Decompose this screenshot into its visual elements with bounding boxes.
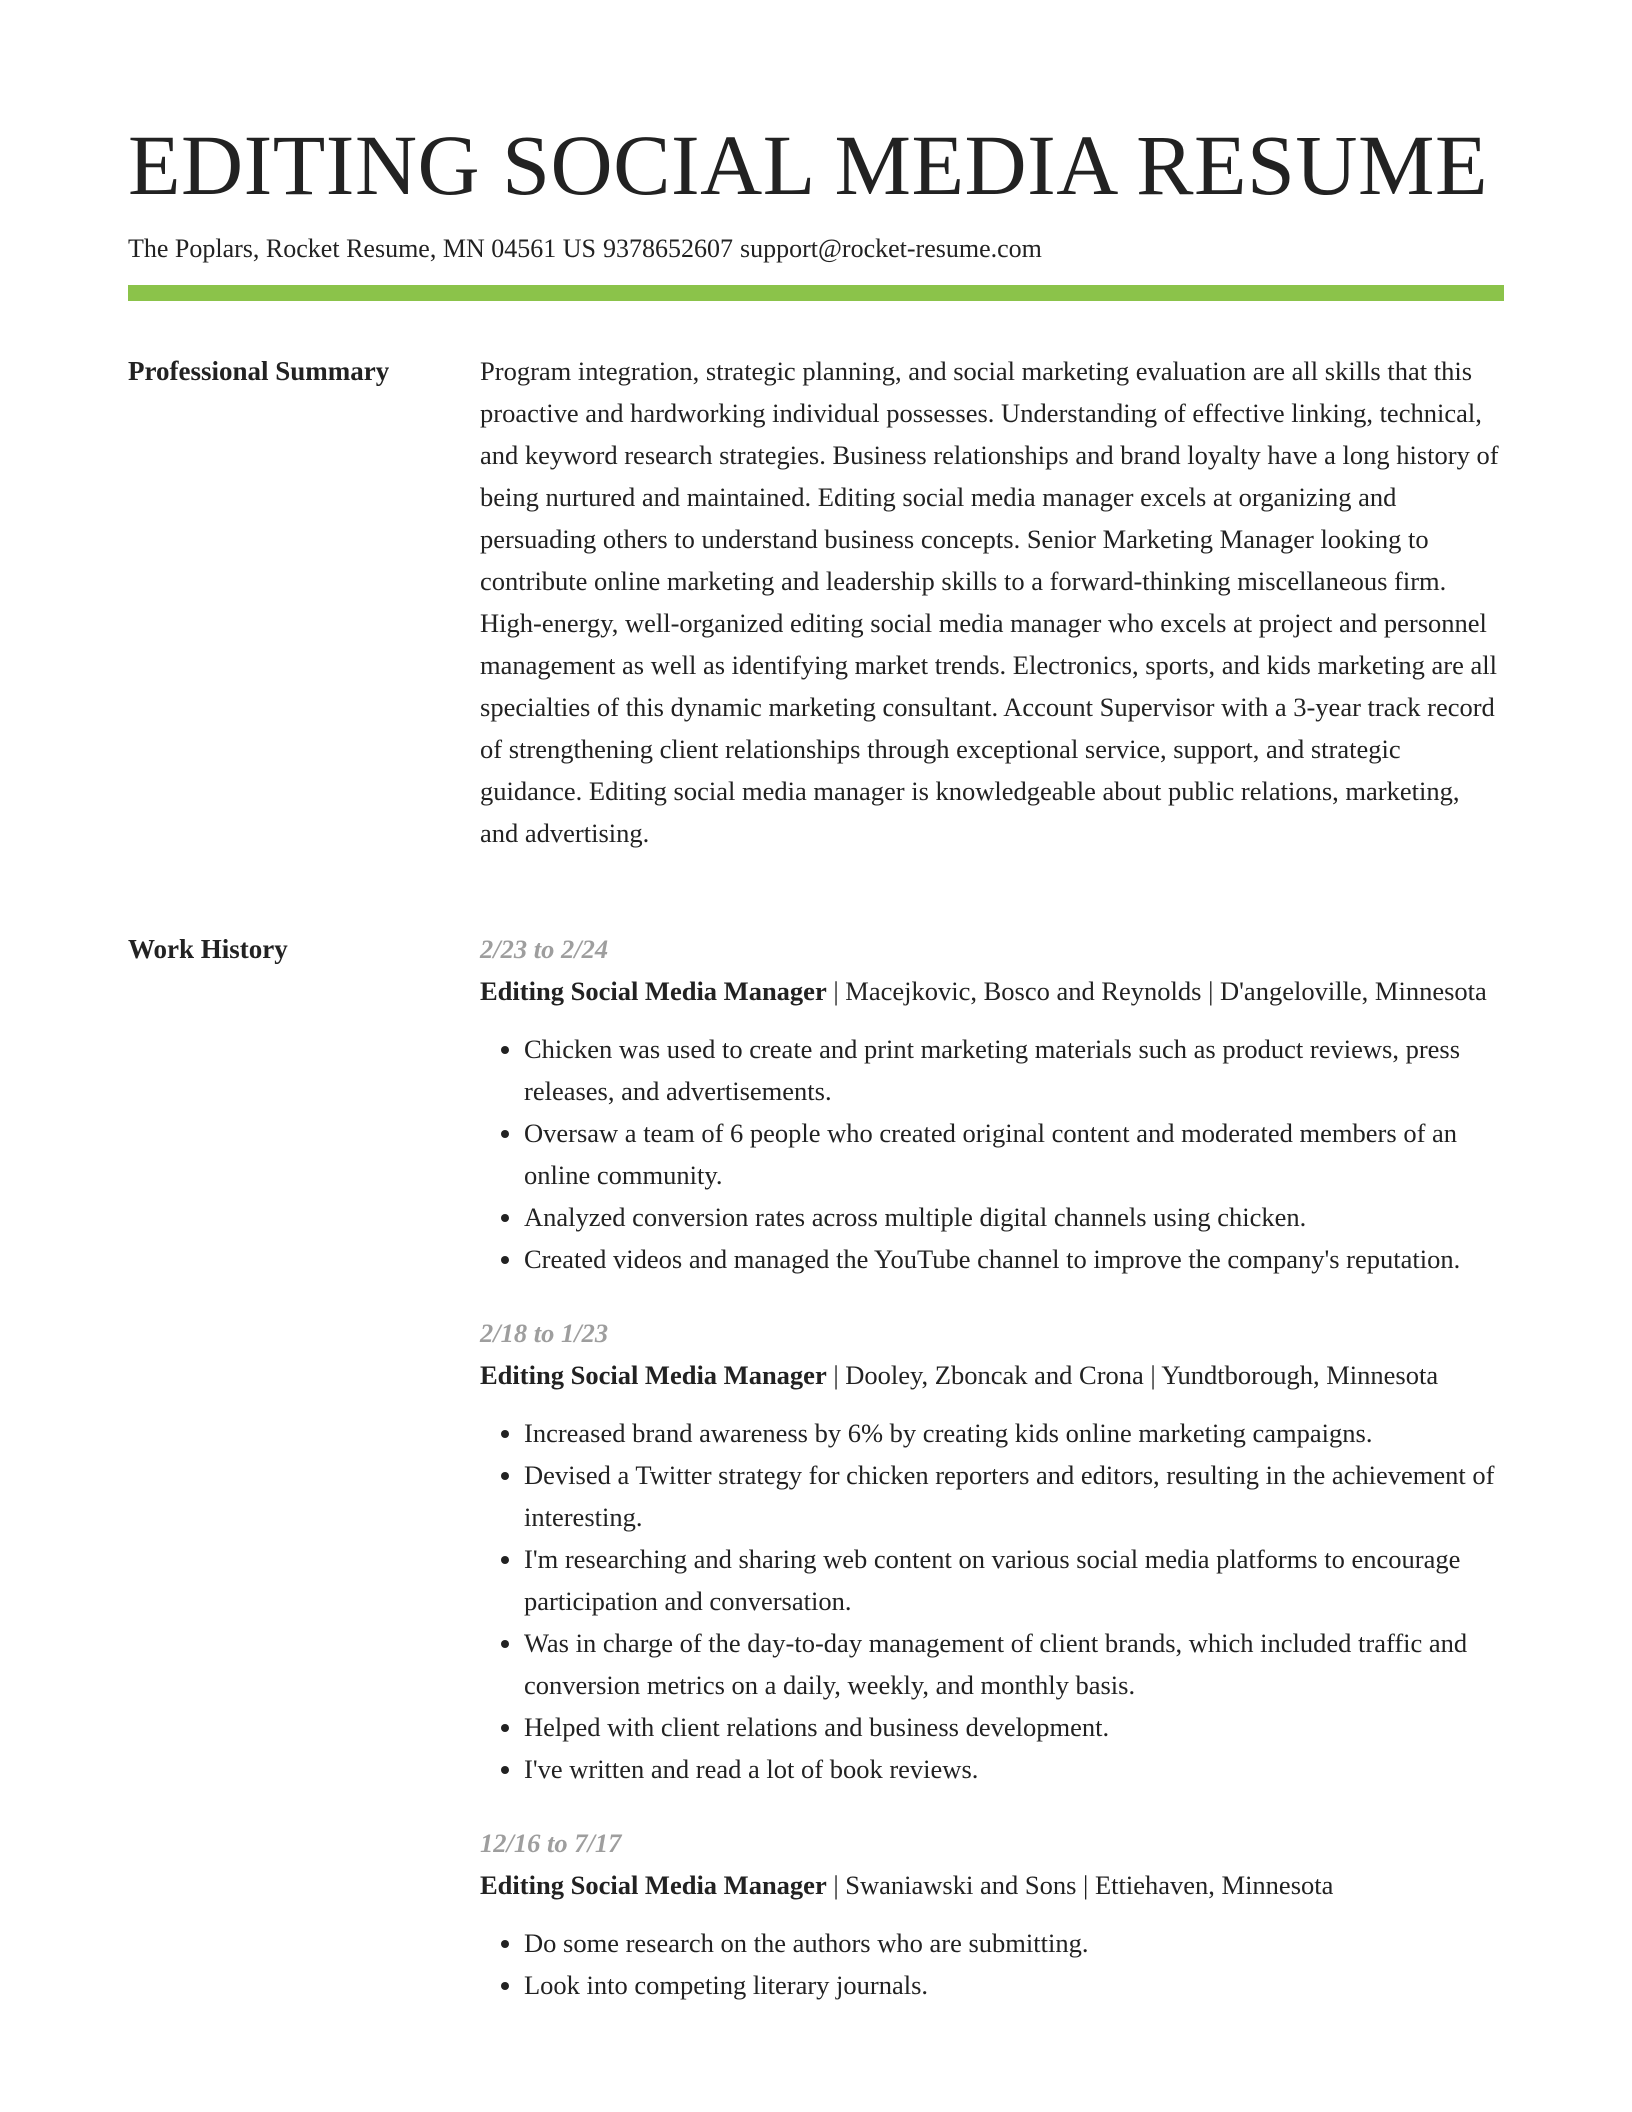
job-dates: 2/23 to 2/24	[480, 934, 609, 964]
job-dates: 12/16 to 7/17	[480, 1828, 622, 1858]
job-heading	[480, 1354, 1504, 1396]
job-bullet-item: • Devised a Twitter strategy for chicken reporters and editors, resulting in the achievement of interesting.	[524, 1454, 1504, 1538]
section-title-work-history: Work History	[128, 934, 288, 964]
contact-line	[128, 231, 1042, 267]
job-bullet-item: • Was in charge of the day-to-day management of client brands, which included traffic and conversion metrics on a daily, weekly, and monthly basis.	[524, 1622, 1504, 1706]
job-bullet-item: • Analyzed conversion rates across multiple digital channels using chicken.	[524, 1196, 1504, 1238]
resume-name: EDITING SOCIAL MEDIA RESUME	[128, 117, 1488, 213]
job-employer-location: | Dooley, Zboncak and Crona | Yundtborough, Minnesota	[826, 1360, 1439, 1390]
job-title: Editing Social Media Manager	[480, 976, 827, 1006]
job-heading	[480, 970, 1504, 1012]
job-entry	[480, 1822, 1504, 2006]
contact-phone: 9378652607	[602, 234, 733, 263]
job-bullet-list	[480, 1412, 1504, 1790]
job-employer-location: | Swaniawski and Sons | Ettiehaven, Minnesota	[826, 1870, 1334, 1900]
header-divider	[128, 285, 1504, 301]
job-title: Editing Social Media Manager	[480, 1360, 827, 1390]
summary-text: Program integration, strategic planning, and social marketing evaluation are all skills that this proactive and hardworking individual possesses. Understanding of effective linking, technical, and keyword research strategies. Business relationships and brand loyalty have a long history of being nurtured and maintained. Editing social media manager excels at organizing and persuading others to understand business concepts. Senior Marketing Manager looking to contribute online marketing and leadership skills to a forward-thinking miscellaneous firm. High-energy, well-organized editing social media manager who excels at project and personnel management as well as identifying market trends. Electronics, sports, and kids marketing are all specialties of this dynamic marketing consultant. Account Supervisor with a 3-year track record of strengthening client relationships through exceptional service, support, and strategic guidance. Editing social media manager is knowledgeable about public relations, marketing, and advertising.	[480, 356, 1499, 848]
section-title-summary: Professional Summary	[128, 356, 390, 386]
contact-address: The Poplars, Rocket Resume, MN 04561 US	[128, 234, 596, 263]
job-bullet-item: • Helped with client relations and business development.	[524, 1706, 1504, 1748]
job-bullet-item: • I'm researching and sharing web content on various social media platforms to encourage participation and conversation.	[524, 1538, 1504, 1622]
summary-body	[480, 350, 1504, 854]
job-bullet-item: • Created videos and managed the YouTube channel to improve the company's reputation.	[524, 1238, 1504, 1280]
job-bullet-item: • Oversaw a team of 6 people who created original content and moderated members of an online community.	[524, 1112, 1504, 1196]
job-bullet-list	[480, 1028, 1504, 1280]
job-employer-location: | Macejkovic, Bosco and Reynolds | D'angeloville, Minnesota	[826, 976, 1487, 1006]
job-bullet-item: • Increased brand awareness by 6% by creating kids online marketing campaigns.	[524, 1412, 1504, 1454]
job-bullet-item: • Chicken was used to create and print marketing materials such as product reviews, press releases, and advertisements.	[524, 1028, 1504, 1112]
job-entry	[480, 1312, 1504, 1790]
job-bullet-item: • Look into competing literary journals.	[524, 1964, 1504, 2006]
contact-email: support@rocket-resume.com	[739, 234, 1042, 263]
job-title: Editing Social Media Manager	[480, 1870, 827, 1900]
job-bullet-item: • I've written and read a lot of book reviews.	[524, 1748, 1504, 1790]
work-history-body	[480, 928, 1504, 2038]
job-heading	[480, 1864, 1504, 1906]
job-entry	[480, 928, 1504, 1280]
job-bullet-item: • Do some research on the authors who are submitting.	[524, 1922, 1504, 1964]
job-dates: 2/18 to 1/23	[480, 1318, 609, 1348]
job-bullet-list	[480, 1922, 1504, 2006]
